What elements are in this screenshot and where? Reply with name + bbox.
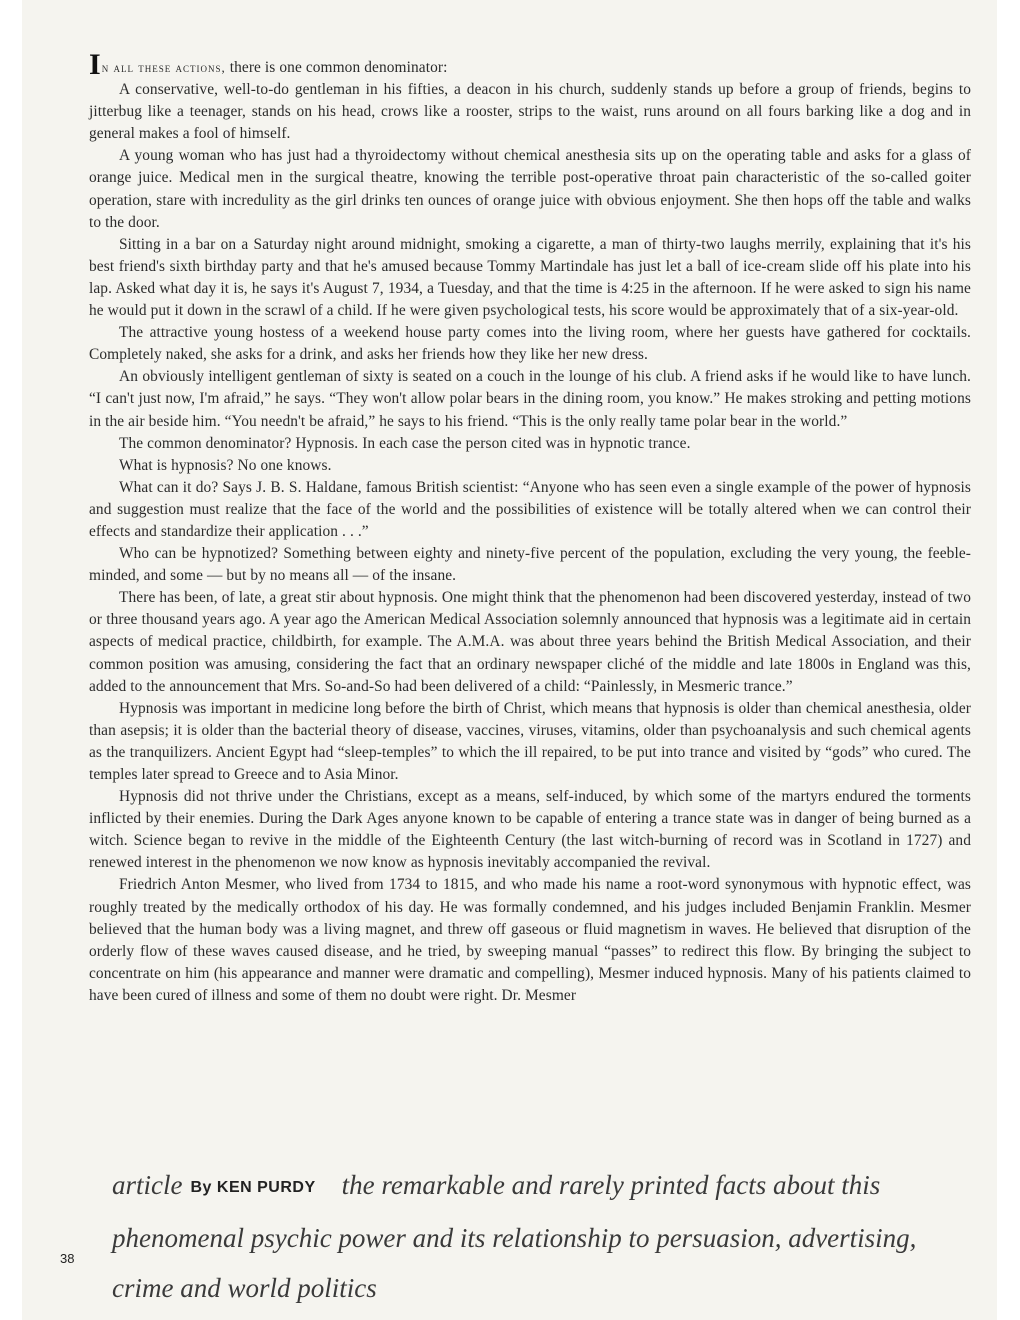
paragraph: The attractive young hostess of a weekend house party comes into the living room, where her guests have gathered for cocktails. Completely naked, she asks for a drink, and asks her friends how they like her new dress. <box>89 324 971 364</box>
paragraph: Who can be hypnotized? Something between eighty and ninety-five percent of the population, excluding the very young, the feeble-minded, and some — but by no means all — of the insane. <box>89 545 971 585</box>
paragraph: Hypnosis was important in medicine long before the birth of Christ, which means that hypnosis is older than chemical anesthesia, older than asepsis; it is older than the bacterial theory of disease, vaccines, viruses, vitamins, older than psychoanalysis and such chemical agents as the tranquilizers. Ancient Egypt had “sleep-temples” to which the ill repaired, to be put into trance and visited by “gods” who cured. The temples later spread to Greece and to Asia Minor. <box>89 699 971 783</box>
paragraph: An obviously intelligent gentleman of sixty is seated on a couch in the lounge of his club. A friend asks if he would like to have lunch. “I can't just now, I'm afraid,” he says. “They won't allow polar bears in the dining room, you know.” He makes stroking and petting motions in the air beside him. “You needn't be afraid,” he says to his friend. “This is the only really tame polar bear in the world.” <box>89 368 971 430</box>
lead-paragraph <box>89 48 971 81</box>
byline-label: article <box>112 1170 183 1200</box>
paragraph: What is hypnosis? No one knows. <box>119 456 332 474</box>
drop-cap: I <box>89 48 101 81</box>
byline-deck: the remarkable and rarely printed facts about this phenomenal psychic power and its relationship to persuasion, advertising, crime and world politics <box>112 1170 917 1303</box>
paragraph: The common denominator? Hypnosis. In each case the person cited was in hypnotic trance. <box>119 434 691 452</box>
page-number: 38 <box>60 1251 75 1266</box>
paragraph: Sitting in a bar on a Saturday night around midnight, smoking a cigarette, a man of thirty-two laughs merrily, explaining that it's his best friend's sixth birthday party and that he's amused because Tommy Martindale has just let a ball of ice-cream slide off his plate into his lap. Asked what day it is, he says it's August 7, 1934, a Tuesday, and that the time is 4:25 in the afternoon. If he were asked to sign his name he would put it down in the scrawl of a child. If he were given psychological tests, his score would be approximately that of a six-year-old. <box>89 235 971 320</box>
paragraph: A conservative, well-to-do gentleman in his fifties, a deacon in his church, suddenly stands up before a group of friends, begins to jitterbug like a teenager, stands on his head, crows like a rooster, strips to the waist, runs around on all fours barking like a dog and in general makes a fool of himself. <box>89 81 971 143</box>
article-body <box>89 48 971 1007</box>
byline-author: By KEN PURDY <box>190 1179 316 1196</box>
paragraph: What can it do? Says J. B. S. Haldane, famous British scientist: “Anyone who has seen even a single example of the power of hypnosis and suggestion must realize that the face of the world and the possibilities of existence will be totally altered when we can control their effects and standardize their application . . .” <box>89 478 971 540</box>
paragraph: There has been, of late, a great stir about hypnosis. One might think that the phenomenon had been discovered yesterday, instead of two or three thousand years ago. A year ago the American Medical Association solemnly announced that hypnosis was a legitimate aid in certain aspects of medical practice, childbirth, for example. The A.M.A. was about three years behind the British Medical Association, and their common position was amusing, considering the fact that an ordinary newspaper cliché of the middle and late 1800s in England was this, added to the announcement that Mrs. So-and-So had been delivered of a child: “Painlessly, in Mesmeric trance.” <box>89 589 971 695</box>
paragraph: A young woman who has just had a thyroidectomy without chemical anesthesia sits up on the operating table and asks for a glass of orange juice. Medical men in the surgical theatre, knowing the terrible post-operative throat pain characteristic of the so-called goiter operation, stare with incredulity as the girl drinks ten ounces of orange juice with obvious enjoyment. She then hops off the table and walks to the door. <box>89 147 971 231</box>
article-byline <box>112 1160 982 1313</box>
paragraph: Friedrich Anton Mesmer, who lived from 1734 to 1815, and who made his name a root-word synonymous with hypnotic effect, was roughly treated by the medically orthodox of his day. He was formally condemned, and his judges included Benjamin Franklin. Mesmer believed that the human body was a living magnet, and threw off gaseous or fluid magnetism in waves. He believed that disruption of the orderly flow of these waves caused disease, and he tried, by sweeping manual “passes” to redirect this flow. By bringing the subject to concentrate on him (his appearance and manner were dramatic and compelling), Mesmer induced hypnosis. Many of his patients claimed to have been cured of illness and some of them no doubt were right. Dr. Mesmer <box>89 876 971 1004</box>
lead-smallcaps: n all these actions, <box>101 60 226 75</box>
paragraph: Hypnosis did not thrive under the Christians, except as a means, self-induced, by which some of the martyrs endured the torments inflicted by their enemies. During the Dark Ages anyone known to be capable of entering a trance state was in danger of being burned as a witch. Science began to revive in the middle of the Eighteenth Century (the last witch-burning of record was in Scotland in 1727) and renewed interest in the phenomenon we now know as hypnosis inevitably accompanied the revival. <box>89 788 971 872</box>
magazine-page <box>22 0 997 1320</box>
lead-text: there is one common denominator: <box>225 59 448 76</box>
